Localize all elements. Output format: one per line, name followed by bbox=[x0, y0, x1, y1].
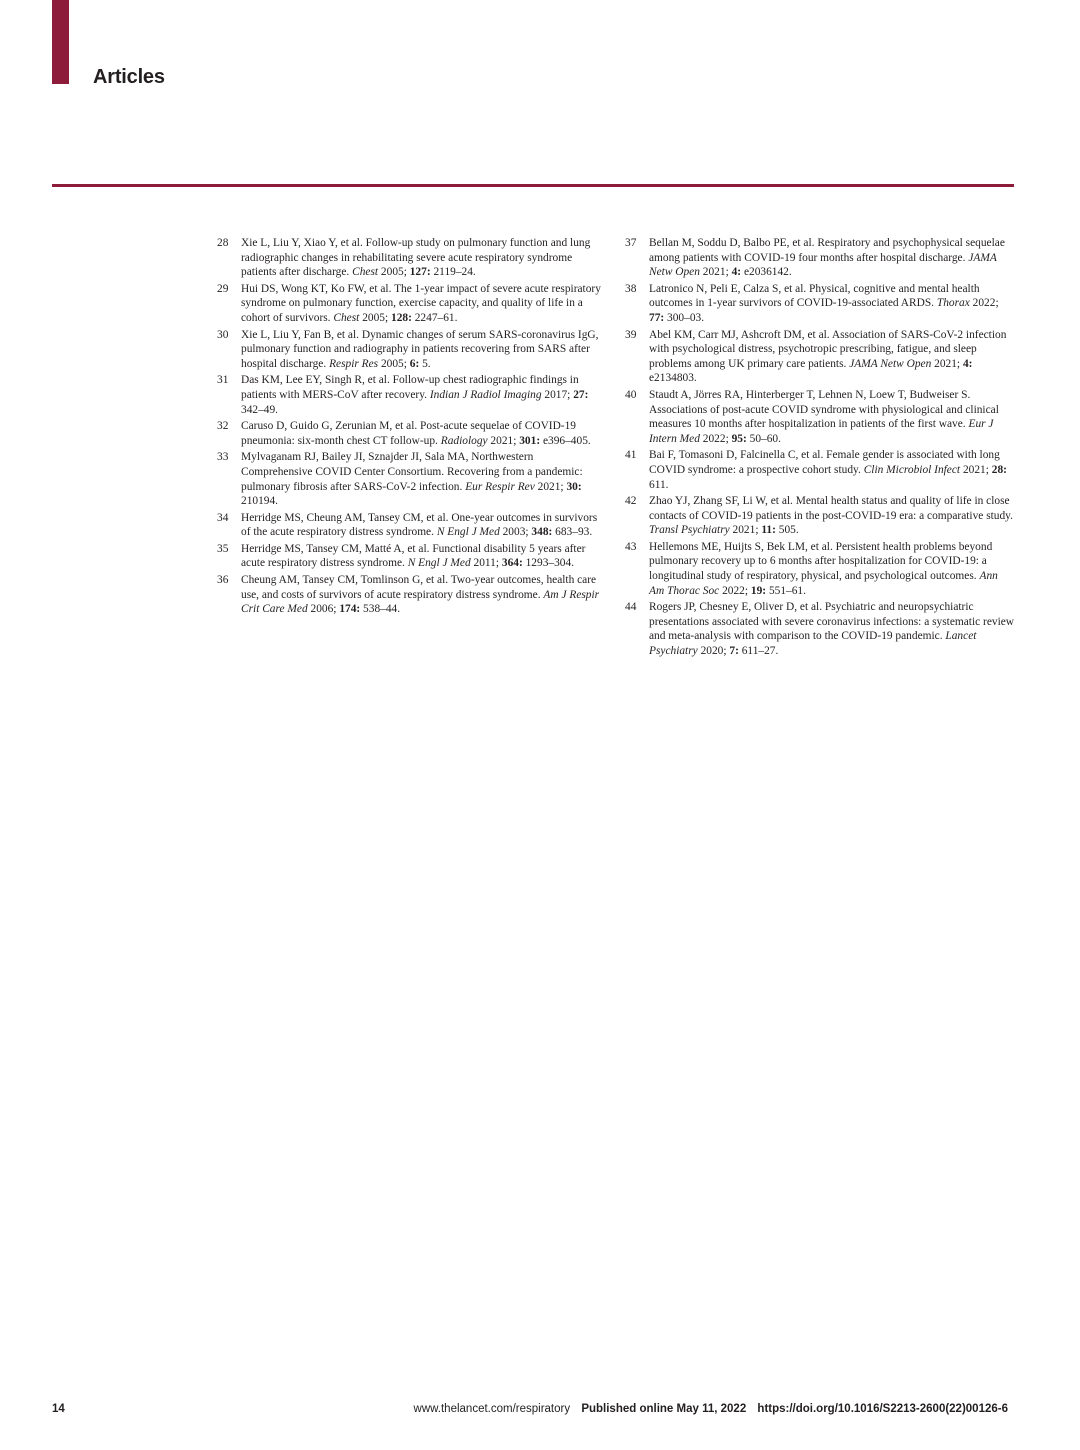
reference-fragment: 611. bbox=[649, 478, 669, 491]
reference-text bbox=[649, 388, 1015, 446]
reference-fragment: Rogers JP, Chesney E, Oliver D, et al. Psychiatric and neuropsychiatric presentations associated with severe coronavirus infections: a systematic review and meta-analysis with comparison to the COVID-19 pandemic. bbox=[649, 601, 1015, 643]
reference-text bbox=[649, 494, 1015, 538]
journal-name: Radiology bbox=[440, 434, 488, 447]
reference-text bbox=[241, 573, 607, 617]
volume-number: 30: bbox=[566, 480, 582, 493]
published-date: Published online May 11, 2022 bbox=[581, 1403, 747, 1415]
reference-fragment: 210194. bbox=[241, 495, 279, 508]
reference-fragment: Hui DS, Wong KT, Ko FW, et al. The 1-year impact of severe acute respiratory syndrome on pulmonary function, exercise capacity, and quality of life in a cohort of survivors. bbox=[241, 282, 601, 324]
volume-number: 6: bbox=[409, 357, 420, 370]
reference-number: 28 bbox=[217, 237, 229, 249]
journal-name: Lancet Psychiatry bbox=[649, 630, 977, 658]
reference-fragment: 2021; bbox=[960, 463, 992, 476]
reference-item bbox=[625, 282, 1015, 326]
volume-number: 301: bbox=[519, 434, 541, 447]
reference-fragment: 2021; bbox=[534, 480, 567, 493]
reference-fragment: Mylvaganam RJ, Bailey JI, Sznajder JI, Sala MA, Northwestern Comprehensive COVID Center Consortium. Recovering from a pandemic: pulmonary fibrosis after SARS-CoV-2 infection. bbox=[241, 451, 583, 493]
reference-fragment: Caruso D, Guido G, Zerunian M, et al. Post-acute sequelae of COVID-19 pneumonia: six-month chest CT follow-up. bbox=[241, 420, 576, 447]
reference-fragment: 2020; bbox=[697, 645, 730, 658]
reference-fragment: Staudt A, Jörres RA, Hinterberger T, Lehnen N, Loew T, Budweiser S. Associations of post-acute COVID syndrome with physiological and clinical measures 10 months after hospitalization in patients of the first wave. bbox=[649, 388, 999, 431]
reference-fragment: Bellan M, Soddu D, Balbo PE, et al. Respiratory and psychophysical sequelae among patients with COVID-19 four months after hospital discharge. bbox=[649, 237, 1005, 264]
reference-number: 34 bbox=[217, 511, 229, 524]
reference-number: 29 bbox=[217, 282, 229, 295]
reference-text bbox=[649, 282, 1015, 326]
reference-fragment: e396–405. bbox=[540, 434, 591, 447]
reference-fragment: 2005; bbox=[359, 311, 391, 324]
reference-item bbox=[625, 540, 1015, 598]
journal-name: Eur Respir Rev bbox=[465, 480, 535, 493]
doi-link[interactable]: https://doi.org/10.1016/S2213-2600(22)00126-6 bbox=[757, 1403, 1008, 1415]
journal-name: Am J Respir Crit Care Med bbox=[241, 588, 600, 616]
reference-number: 31 bbox=[217, 374, 229, 387]
reference-item bbox=[217, 511, 607, 540]
reference-fragment: 2022; bbox=[969, 297, 999, 310]
reference-item bbox=[217, 573, 607, 617]
reference-item bbox=[217, 236, 607, 280]
reference-text bbox=[649, 540, 1015, 598]
reference-fragment: Xie L, Liu Y, Xiao Y, et al. Follow-up study on pulmonary function and lung radiographic changes in rehabilitating severe acute respiratory syndrome patients after discharge. bbox=[241, 237, 591, 279]
reference-fragment: 2005; bbox=[378, 357, 410, 370]
volume-number: 4: bbox=[731, 266, 742, 279]
volume-number: 77: bbox=[649, 311, 665, 324]
reference-item bbox=[625, 448, 1015, 492]
journal-name: Eur J Intern Med bbox=[649, 418, 994, 445]
reference-fragment: 2021; bbox=[729, 524, 762, 537]
reference-number: 44 bbox=[625, 601, 637, 614]
journal-name: Ann Am Thorac Soc bbox=[649, 570, 998, 597]
reference-text bbox=[241, 511, 607, 540]
reference-fragment: Hellemons ME, Huijts S, Bek LM, et al. Persistent health problems beyond pulmonary recovery up to 6 months after hospitalization for COVID-19: a longitudinal study of respiratory, physical, and psychological outcomes. bbox=[649, 540, 993, 583]
reference-text bbox=[241, 373, 607, 417]
reference-item bbox=[625, 388, 1015, 446]
reference-fragment: Cheung AM, Tansey CM, Tomlinson G, et al. Two-year outcomes, health care use, and costs of survivors of acute respiratory distress syndrome. bbox=[241, 574, 597, 601]
reference-item bbox=[217, 450, 607, 508]
reference-fragment: 342–49. bbox=[241, 403, 279, 416]
volume-number: 27: bbox=[573, 388, 589, 401]
reference-number: 37 bbox=[625, 237, 637, 249]
reference-fragment: 2021; bbox=[699, 266, 732, 279]
reference-text bbox=[241, 328, 607, 372]
reference-fragment: 683–93. bbox=[552, 526, 593, 539]
reference-fragment: 2003; bbox=[499, 526, 532, 539]
journal-name: Thorax bbox=[936, 297, 970, 310]
volume-number: 19: bbox=[750, 584, 767, 597]
reference-item bbox=[625, 236, 1015, 280]
journal-name: JAMA Netw Open bbox=[849, 357, 932, 370]
volume-number: 4: bbox=[962, 357, 973, 370]
reference-item bbox=[625, 494, 1015, 538]
reference-text bbox=[649, 236, 1015, 280]
reference-fragment: 2022; bbox=[719, 584, 751, 597]
reference-item bbox=[217, 282, 607, 326]
reference-number: 42 bbox=[625, 495, 637, 508]
reference-fragment: 2005; bbox=[378, 266, 410, 279]
journal-name: Indian J Radiol Imaging bbox=[429, 388, 542, 401]
reference-number: 33 bbox=[217, 451, 229, 464]
volume-number: 174: bbox=[339, 603, 361, 616]
journal-name: Chest bbox=[333, 311, 360, 324]
reference-fragment: Bai F, Tomasoni D, Falcinella C, et al. Female gender is associated with long COVID syndrome: a prospective cohort study. bbox=[649, 449, 1000, 476]
reference-fragment: 2022; bbox=[699, 432, 732, 445]
reference-number: 35 bbox=[217, 542, 229, 555]
reference-fragment: 2021; bbox=[931, 357, 963, 370]
reference-fragment: 505. bbox=[775, 524, 799, 537]
reference-item bbox=[217, 419, 607, 448]
reference-fragment: 1293–304. bbox=[522, 557, 575, 570]
journal-name: Transl Psychiatry bbox=[649, 524, 730, 537]
reference-text bbox=[241, 282, 607, 326]
page-number: 14 bbox=[52, 1403, 65, 1415]
footer-citation bbox=[414, 1403, 1008, 1415]
reference-fragment: 2006; bbox=[307, 603, 340, 616]
reference-number: 38 bbox=[625, 282, 637, 295]
reference-fragment: Herridge MS, Cheung AM, Tansey CM, et al. One-year outcomes in survivors of the acute respiratory distress syndrome. bbox=[241, 511, 598, 539]
reference-fragment: 2021; bbox=[487, 434, 520, 447]
reference-fragment: 5. bbox=[419, 357, 431, 370]
reference-fragment: 538–44. bbox=[360, 603, 401, 616]
volume-number: 28: bbox=[991, 463, 1007, 476]
header-divider bbox=[52, 184, 1014, 187]
reference-item bbox=[625, 600, 1015, 658]
reference-fragment: Zhao YJ, Zhang SF, Li W, et al. Mental health status and quality of life in close contacts of COVID-19 patients in the post-COVID-19 era: a comparative study. bbox=[649, 495, 1013, 522]
reference-number: 36 bbox=[217, 574, 229, 587]
journal-name: Respir Res bbox=[329, 357, 379, 370]
reference-text bbox=[241, 542, 607, 571]
volume-number: 11: bbox=[761, 524, 776, 537]
journal-name: N Engl J Med bbox=[436, 526, 500, 539]
reference-number: 40 bbox=[625, 388, 637, 401]
references-column-right bbox=[625, 236, 1015, 661]
volume-number: 128: bbox=[391, 311, 412, 324]
reference-fragment: Das KM, Lee EY, Singh R, et al. Follow-up chest radiographic findings in patients with MERS-CoV after recovery. bbox=[241, 374, 579, 401]
references-column-left bbox=[217, 236, 607, 619]
reference-item bbox=[625, 328, 1015, 386]
journal-website-link[interactable]: www.thelancet.com/respiratory bbox=[413, 1403, 571, 1415]
reference-fragment: Abel KM, Carr MJ, Ashcroft DM, et al. Association of SARS-CoV-2 infection with psychological distress, psychotropic prescribing, fatigue, and sleep problems among UK primary care patients. bbox=[649, 328, 1007, 370]
journal-name: JAMA Netw Open bbox=[649, 251, 997, 279]
volume-number: 348: bbox=[531, 526, 553, 539]
reference-text bbox=[241, 419, 607, 448]
reference-number: 41 bbox=[625, 449, 637, 462]
reference-fragment: 2119–24. bbox=[430, 266, 476, 279]
reference-number: 39 bbox=[625, 328, 637, 341]
reference-text bbox=[649, 328, 1015, 386]
journal-name: N Engl J Med bbox=[407, 557, 471, 570]
reference-item bbox=[217, 328, 607, 372]
reference-text bbox=[649, 448, 1015, 492]
reference-number: 43 bbox=[625, 540, 637, 553]
section-label: Articles bbox=[93, 66, 165, 88]
reference-fragment: 2017; bbox=[541, 388, 574, 401]
volume-number: 127: bbox=[409, 266, 431, 279]
journal-brand-bar bbox=[52, 0, 69, 84]
reference-fragment: 2011; bbox=[470, 557, 502, 570]
reference-fragment: 551–61. bbox=[766, 584, 806, 597]
reference-text bbox=[241, 236, 607, 280]
reference-fragment: 2247–61. bbox=[411, 311, 458, 324]
volume-number: 7: bbox=[729, 645, 739, 658]
reference-fragment: Xie L, Liu Y, Fan B, et al. Dynamic changes of serum SARS-coronavirus IgG, pulmonary function and radiography in patients recovering from SARS after hospital discharge. bbox=[241, 328, 599, 370]
reference-number: 32 bbox=[217, 420, 229, 433]
reference-text bbox=[649, 600, 1015, 658]
reference-fragment: 300–03. bbox=[664, 311, 705, 324]
reference-number: 30 bbox=[217, 328, 229, 341]
reference-fragment: Herridge MS, Tansey CM, Matté A, et al. Functional disability 5 years after acute respiratory distress syndrome. bbox=[241, 542, 586, 570]
reference-fragment: 611–27. bbox=[738, 645, 779, 658]
reference-fragment: e2036142. bbox=[741, 266, 792, 279]
reference-fragment: Latronico N, Peli E, Calza S, et al. Physical, cognitive and mental health outcomes in 1-year survivors of COVID-19-associated ARDS. bbox=[649, 282, 980, 310]
reference-item bbox=[217, 373, 607, 417]
journal-name: Clin Microbiol Infect bbox=[863, 463, 961, 476]
reference-fragment: e2134803. bbox=[649, 372, 697, 385]
reference-fragment: 50–60. bbox=[746, 432, 781, 445]
reference-item bbox=[217, 542, 607, 571]
volume-number: 95: bbox=[731, 432, 747, 445]
volume-number: 364: bbox=[501, 557, 523, 570]
journal-name: Chest bbox=[352, 266, 379, 279]
reference-text bbox=[241, 450, 607, 508]
